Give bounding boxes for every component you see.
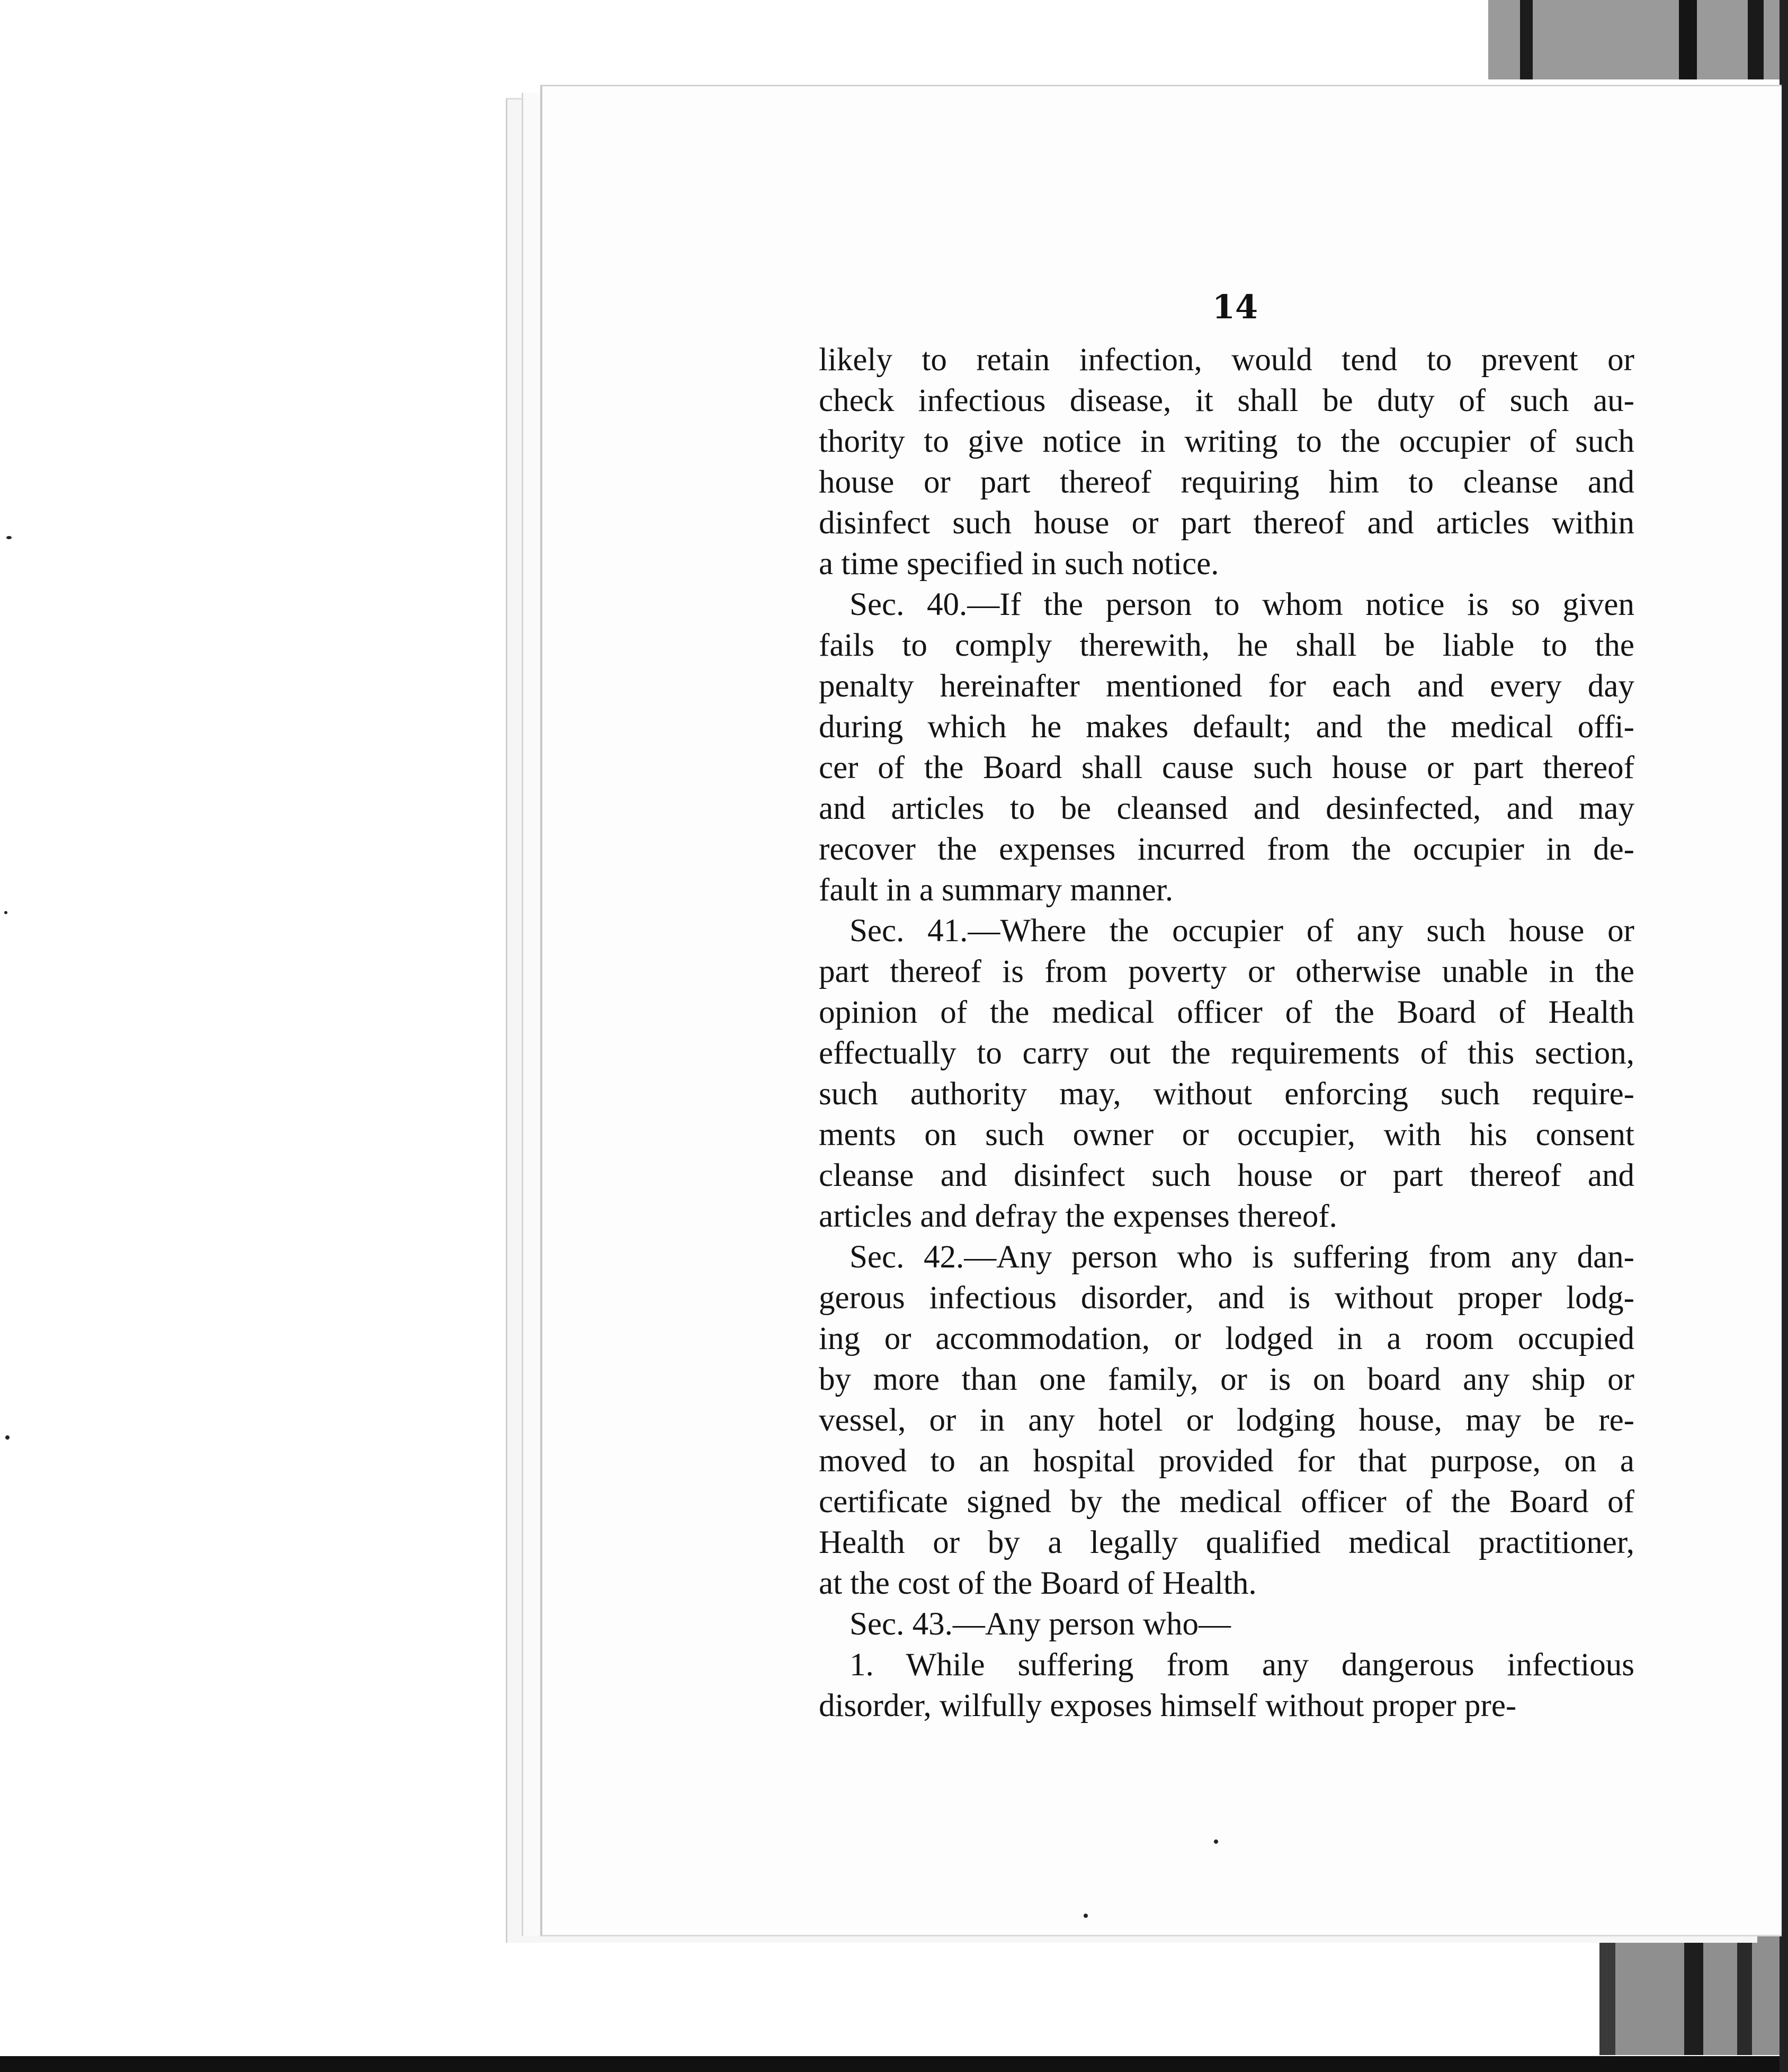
text-line: Sec. 40.—If the person to whom notice is so given (850, 587, 1634, 622)
text-line: Sec. 42.—Any person who is suffering from any dan- (850, 1239, 1634, 1275)
text-line: Sec. 43.—Any person who— (850, 1606, 1231, 1642)
paragraph-sec-43-1 (819, 1645, 1634, 1726)
text-line: at the cost of the Board of Health. (819, 1566, 1257, 1601)
paragraph-sec-43 (819, 1604, 1634, 1645)
text-line: and articles to be cleansed and desinfected, and may (819, 791, 1634, 826)
text-line: fault in a summary manner. (819, 872, 1174, 908)
text-line: Sec. 41.—Where the occupier of any such house or (850, 913, 1634, 949)
document-page (540, 85, 1782, 1936)
text-line: articles and defray the expenses thereof. (819, 1199, 1337, 1234)
scan-speck (1084, 1914, 1088, 1918)
scanner-frame-bottom (0, 2056, 1788, 2072)
text-line: part thereof is from poverty or otherwise unable in the (819, 954, 1634, 989)
text-line: check infectious disease, it shall be duty of such au- (819, 383, 1634, 418)
paragraph-continuation (819, 340, 1634, 584)
paragraph-sec-41 (819, 910, 1634, 1237)
text-line: moved to an hospital provided for that purpose, on a (819, 1443, 1634, 1479)
text-line: vessel, or in any hotel or lodging house, may be re- (819, 1403, 1634, 1438)
text-line: ing or accommodation, or lodged in a room occupied (819, 1321, 1634, 1356)
scanner-edge-top (1488, 0, 1788, 79)
text-line: opinion of the medical officer of the Board of Health (819, 995, 1634, 1030)
scanner-bar (1679, 0, 1697, 79)
paragraph-sec-40 (819, 584, 1634, 910)
scan-speck (6, 536, 12, 539)
text-line: such authority may, without enforcing such require- (819, 1076, 1634, 1112)
text-line: by more than one family, or is on board any ship or (819, 1362, 1634, 1397)
paragraph-sec-42 (819, 1237, 1634, 1604)
scanner-bar (1748, 0, 1764, 79)
scan-speck (4, 911, 7, 914)
text-line: during which he makes default; and the medical offi- (819, 709, 1634, 745)
text-line: house or part thereof requiring him to cleanse and (819, 465, 1634, 500)
text-line: effectually to carry out the requirements of this section, (819, 1035, 1634, 1071)
text-line: disorder, wilfully exposes himself without proper pre- (819, 1688, 1517, 1723)
text-line: certificate signed by the medical officer of the Board of (819, 1484, 1634, 1520)
page-number: 14 (1212, 288, 1258, 326)
text-line: fails to comply therewith, he shall be liable to the (819, 628, 1634, 663)
text-line: 1. While suffering from any dangerous infectious (850, 1647, 1634, 1683)
text-line: a time specified in such notice. (819, 546, 1219, 582)
text-line: recover the expenses incurred from the occupier in de- (819, 832, 1634, 867)
text-line: cer of the Board shall cause such house or part thereof (819, 750, 1634, 785)
text-line: penalty hereinafter mentioned for each and every day (819, 668, 1634, 704)
scan-speck (5, 1435, 10, 1440)
text-line: likely to retain infection, would tend to prevent or (819, 342, 1634, 378)
text-line: gerous infectious disorder, and is without proper lodg- (819, 1280, 1634, 1316)
text-line: cleanse and disinfect such house or part thereof and (819, 1158, 1634, 1193)
scan-speck (1214, 1839, 1218, 1844)
scanner-bar (1520, 0, 1533, 79)
text-line: disinfect such house or part thereof and articles within (819, 505, 1634, 541)
text-line: ments on such owner or occupier, with his consent (819, 1117, 1634, 1153)
text-line: thority to give notice in writing to the occupier of such (819, 424, 1634, 459)
text-line: Health or by a legally qualified medical practitioner, (819, 1525, 1634, 1560)
body-text (819, 340, 1634, 1726)
